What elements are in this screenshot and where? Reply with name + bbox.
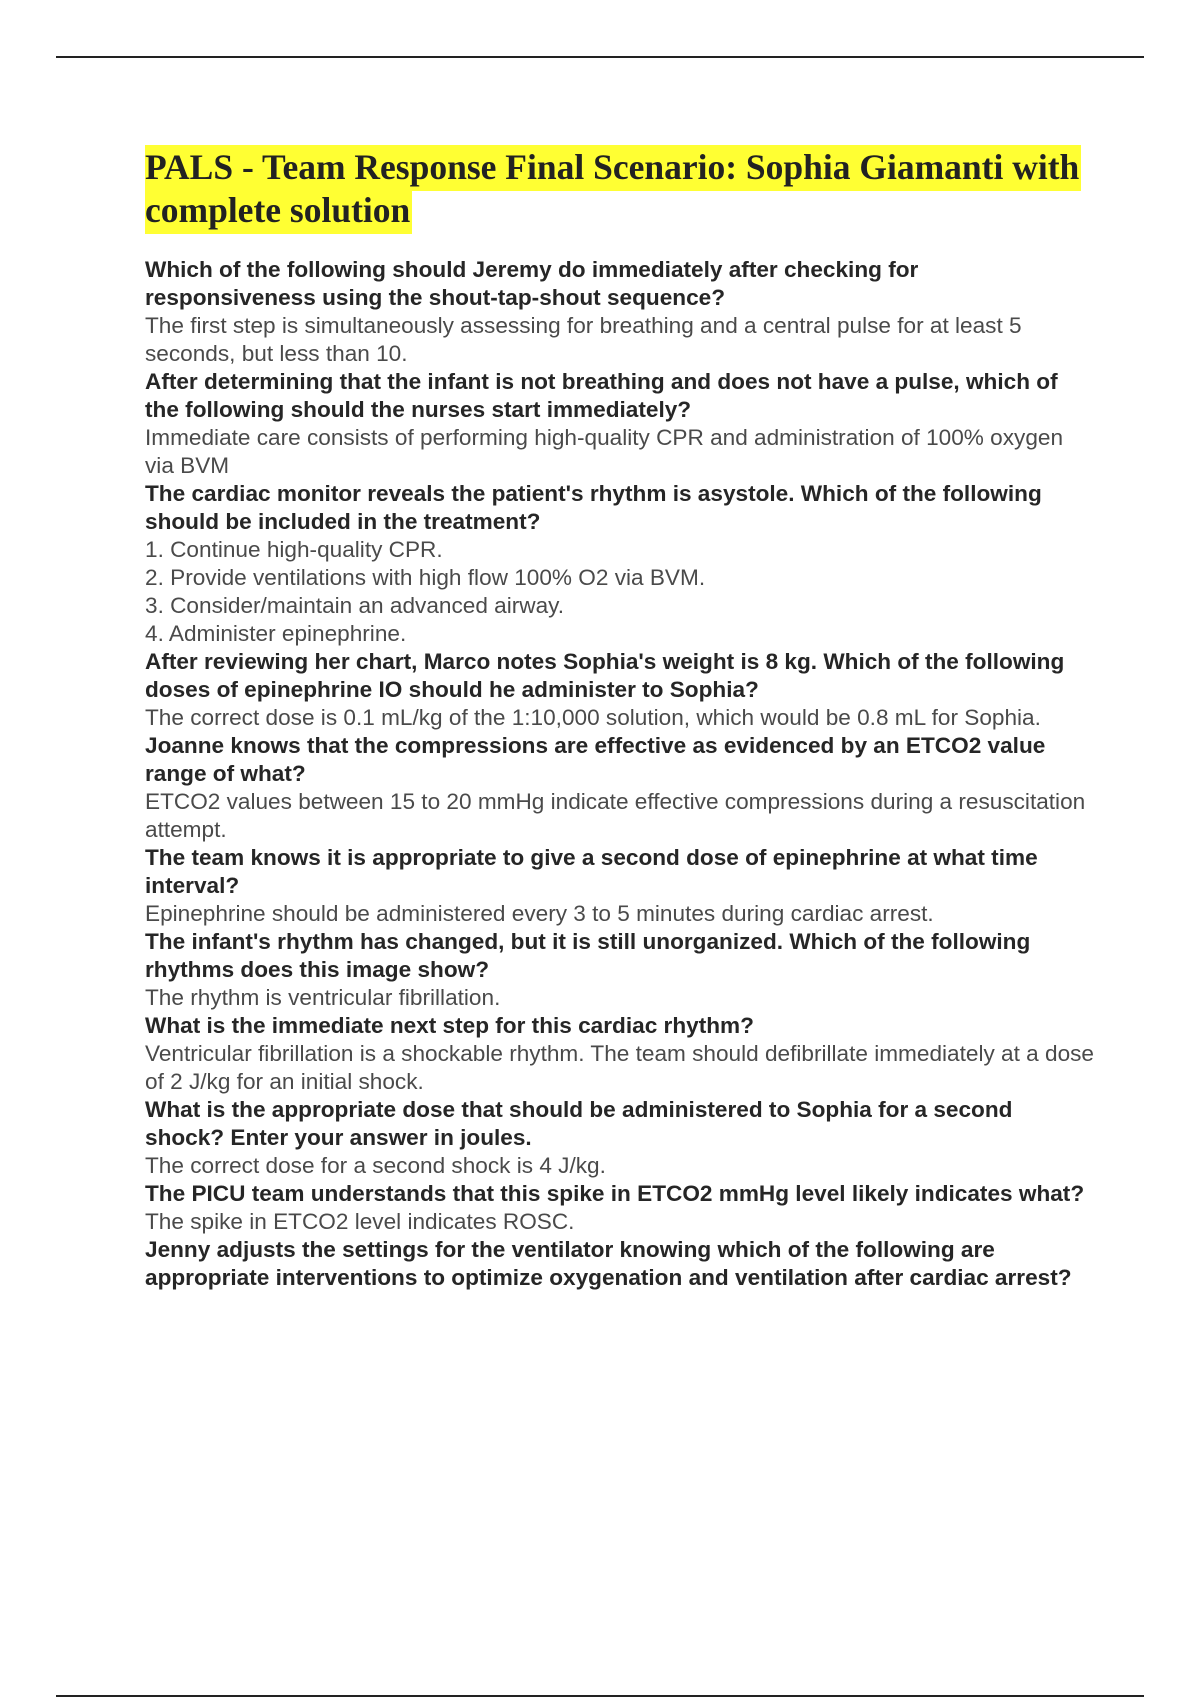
answer-text: The first step is simultaneously assessing for breathing and a central pulse for at least 5 seconds, but less than 10. xyxy=(145,313,1022,366)
question-text: After reviewing her chart, Marco notes Sophia's weight is 8 kg. Which of the following doses of epinephrine IO should he administer to Sophia? xyxy=(145,649,1065,702)
answer-text: ETCO2 values between 15 to 20 mmHg indicate effective compressions during a resuscitation attempt. xyxy=(145,789,1086,842)
question-text: What is the immediate next step for this cardiac rhythm? xyxy=(145,1013,754,1038)
qa-item-3 xyxy=(145,480,1095,648)
question-text: Jenny adjusts the settings for the ventilator knowing which of the following are appropriate interventions to optimize oxygenation and ventilation after cardiac arrest? xyxy=(145,1237,1072,1290)
answer-list xyxy=(145,536,1095,648)
qa-item-5 xyxy=(145,732,1095,844)
answer-text: The correct dose for a second shock is 4 J/kg. xyxy=(145,1153,606,1178)
qa-item-2 xyxy=(145,368,1095,480)
question-text: The infant's rhythm has changed, but it is still unorganized. Which of the following rhythms does this image show? xyxy=(145,929,1031,982)
question-text: Joanne knows that the compressions are effective as evidenced by an ETCO2 value range of what? xyxy=(145,733,1046,786)
question-text: After determining that the infant is not breathing and does not have a pulse, which of the following should the nurses start immediately? xyxy=(145,369,1058,422)
answer-list-item: 4. Administer epinephrine. xyxy=(145,621,407,646)
qa-item-8 xyxy=(145,1012,1095,1096)
qa-item-7 xyxy=(145,928,1095,1012)
question-text: Which of the following should Jeremy do immediately after checking for responsiveness using the shout-tap-shout sequence? xyxy=(145,257,919,310)
qa-item-1 xyxy=(145,256,1095,368)
answer-text: Ventricular fibrillation is a shockable rhythm. The team should defibrillate immediately at a dose of 2 J/kg for an initial shock. xyxy=(145,1041,1094,1094)
top-rule xyxy=(56,56,1144,58)
answer-text: Immediate care consists of performing high-quality CPR and administration of 100% oxygen via BVM xyxy=(145,425,1064,478)
answer-list-item: 3. Consider/maintain an advanced airway. xyxy=(145,593,565,618)
bottom-rule xyxy=(56,1695,1144,1697)
document-title xyxy=(145,146,1105,232)
qa-item-9 xyxy=(145,1096,1095,1180)
answer-list-item: 1. Continue high-quality CPR. xyxy=(145,537,443,562)
question-text: The PICU team understands that this spike in ETCO2 mmHg level likely indicates what? xyxy=(145,1181,1085,1206)
question-text: The team knows it is appropriate to give a second dose of epinephrine at what time interval? xyxy=(145,845,1038,898)
question-text: The cardiac monitor reveals the patient's rhythm is asystole. Which of the following should be included in the treatment? xyxy=(145,481,1042,534)
qa-item-10 xyxy=(145,1180,1095,1236)
answer-list-item: 2. Provide ventilations with high flow 100% O2 via BVM. xyxy=(145,565,706,590)
title-highlight: PALS - Team Response Final Scenario: Sophia Giamanti with complete solution xyxy=(145,145,1081,234)
qa-list xyxy=(145,256,1095,1292)
answer-text: The rhythm is ventricular fibrillation. xyxy=(145,985,501,1010)
answer-text: The correct dose is 0.1 mL/kg of the 1:10,000 solution, which would be 0.8 mL for Sophia. xyxy=(145,705,1041,730)
answer-text: Epinephrine should be administered every 3 to 5 minutes during cardiac arrest. xyxy=(145,901,934,926)
answer-text: The spike in ETCO2 level indicates ROSC. xyxy=(145,1209,575,1234)
qa-item-4 xyxy=(145,648,1095,732)
question-text: What is the appropriate dose that should be administered to Sophia for a second shock? Enter your answer in joules. xyxy=(145,1097,1013,1150)
qa-item-6 xyxy=(145,844,1095,928)
qa-item-11 xyxy=(145,1236,1095,1292)
